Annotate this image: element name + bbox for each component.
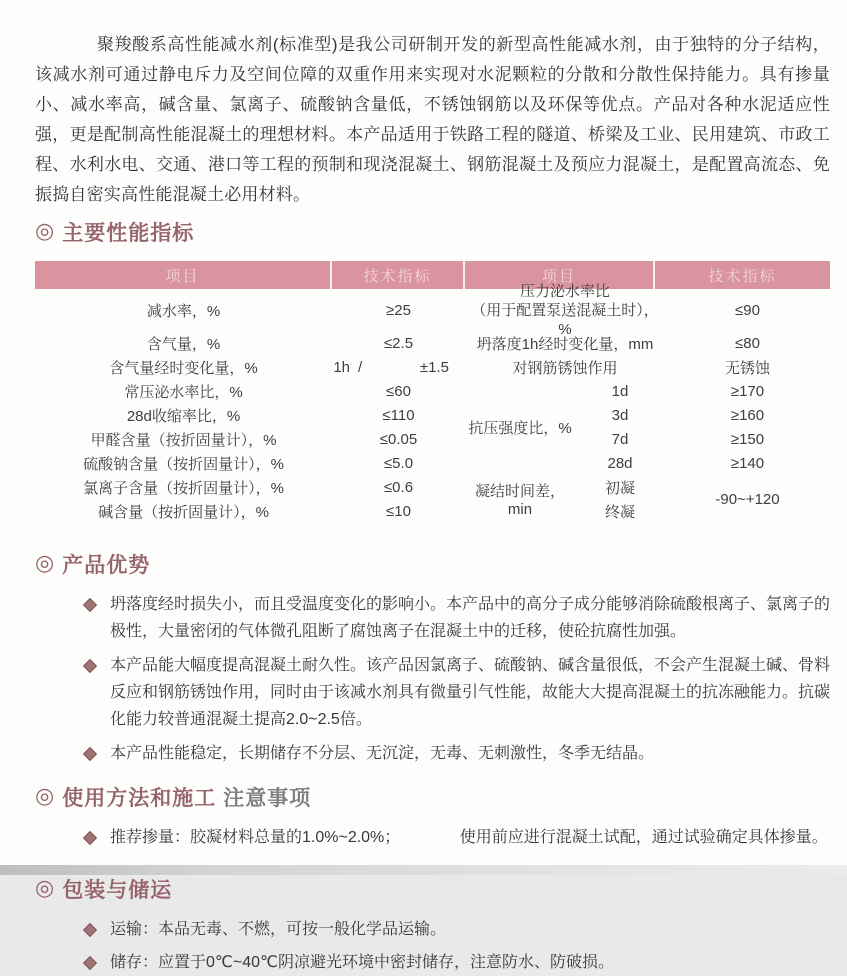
diamond-bullet-icon (83, 747, 97, 761)
table-cell-value: 无锈蚀 (724, 359, 770, 377)
diamond-bullet-icon (83, 923, 97, 937)
table-body (35, 282, 830, 523)
section-marker-icon: ◎ (35, 218, 56, 243)
table-cell-item: 碱含量（按折固量计），% (98, 503, 269, 521)
diamond-bullet-icon (83, 831, 97, 845)
performance-table (35, 261, 830, 523)
table-cell-item: 含气量，% (146, 335, 221, 353)
section-heading-advantages (35, 549, 830, 579)
table-cell-value: ≥170 (730, 382, 765, 400)
section-heading-performance (35, 217, 830, 247)
table-cell-value: ≤10 (386, 502, 411, 520)
list-item-text: 坍落度经时损失小，而且受温度变化的影响小。本产品中的高分子成分能够消除硫酸根离子、氯离子的极性，大量密闭的气体微孔阻断了腐蚀离子在混凝土中的迁移，使砼抗腐性加强。 (110, 596, 831, 640)
list-item-text: 本产品性能稳定，长期储存不分层、无沉淀，无毒、无刺激性，冬季无结晶。 (110, 745, 655, 762)
table-cell-stage: 初凝 (604, 479, 635, 497)
table-cell-value: ≤80 (735, 334, 760, 352)
table-cell-value: ≤90 (735, 301, 760, 319)
table-header-spec-left: 技术指标 (332, 261, 465, 289)
table-cell-value: ≤2.5 (383, 334, 414, 352)
diamond-bullet-icon (83, 659, 97, 673)
table-cell-value: ≤5.0 (383, 454, 414, 472)
list-item-text: 储存：应置于0℃~40℃阴凉避光环境中密封储存，注意防水、防破损。 (110, 954, 614, 971)
table-cell-item: 对钢筋锈蚀作用 (512, 359, 618, 377)
section-title: 产品优势 (62, 554, 151, 577)
table-cell-value: ≤0.6 (383, 478, 414, 496)
table-cell-item: 氯离子含量（按折固量计），% (83, 479, 284, 497)
table-cell-value: ≤0.05 (379, 430, 418, 448)
table-item-label: 含气量经时变化量，% (109, 359, 258, 377)
table-item-line1: 压力泌水率比 (519, 282, 610, 300)
table-group-label-setting: 凝结时间差，min (474, 483, 565, 518)
section-title: 包装与储运 (62, 879, 173, 902)
usage-list (35, 824, 830, 851)
list-item (35, 824, 830, 851)
table-cell-item: 坍落度1h经时变化量，mm (476, 335, 654, 353)
table-header-row (35, 261, 830, 289)
table-cell-item: 28d收缩率比，% (126, 407, 241, 425)
list-item (35, 916, 830, 943)
table-header-item-right: 项目 (465, 261, 655, 289)
table-header-spec-right: 技术指标 (708, 267, 777, 285)
table-item-extra: 1h (333, 358, 350, 376)
section-marker-icon: ◎ (35, 875, 56, 900)
table-cell-value: ≤110 (382, 406, 415, 424)
table-cell-item: 减水率，% (146, 302, 221, 320)
advantages-list (35, 591, 830, 767)
section-marker-icon: ◎ (35, 550, 56, 575)
table-cell-value: -90~+120 (715, 490, 780, 508)
table-cell-value: ≤60 (386, 382, 411, 400)
table-value-number: ±1.5 (419, 358, 449, 376)
usage-dosage-text: 推荐掺量：胶凝材料总量的1.0%~2.0%； (110, 829, 401, 846)
table-cell-value: ≥140 (730, 454, 765, 472)
list-item (35, 740, 830, 767)
table-cell-value (332, 355, 465, 379)
table-cell-age: 1d (611, 382, 629, 400)
table-item-line2: （用于配置泵送混凝土时），% (471, 301, 659, 338)
section-title: 主要性能指标 (62, 222, 195, 245)
table-group-label-strength: 抗压强度比，% (468, 419, 572, 437)
table-cell-value: ≥150 (730, 430, 765, 448)
section-heading-usage (35, 782, 830, 812)
packaging-list (35, 916, 830, 976)
list-item-text: 本产品能大幅度提高混凝土耐久性。该产品因氯离子、硫酸钠、碱含量很低，不会产生混凝土碱、骨料反应和钢筋锈蚀作用，同时由于该减水剂具有微量引气性能，故能大大提高混凝土的抗冻融能力。抗碳化能力较普通混凝土提高2.0~2.5倍。 (110, 657, 831, 728)
page-bottom-scan-edge (0, 865, 847, 875)
list-item (35, 652, 830, 733)
usage-note-text: 使用前应进行混凝土试配，通过试验确定具体掺量。 (459, 829, 828, 846)
section-title-primary: 使用方法和施工 (62, 787, 217, 810)
table-cell-item: 甲醛含量（按折固量计），% (90, 431, 277, 449)
list-item (35, 949, 830, 976)
table-cell-item: 常压泌水率比，% (124, 383, 243, 401)
section-title-secondary: 注意事项 (223, 787, 312, 810)
section-heading-packaging (35, 874, 830, 904)
table-left-half (35, 289, 465, 523)
table-right-half (465, 282, 830, 523)
table-cell-stage: 终凝 (604, 503, 635, 521)
table-cell-age: 28d (607, 454, 633, 472)
list-item (35, 591, 830, 645)
table-header-item-left: 项目 (35, 261, 332, 289)
table-cell-age: 7d (611, 430, 629, 448)
table-cell-age: 3d (611, 406, 629, 424)
table-cell-item: 硫酸钠含量（按折固量计），% (83, 455, 284, 473)
diamond-bullet-icon (83, 598, 97, 612)
intro-paragraph: 聚羧酸系高性能减水剂(标准型)是我公司研制开发的新型高性能减水剂，由于独特的分子结构，该减水剂可通过静电斥力及空间位障的双重作用来实现对水泥颗粒的分散和分散性保持能力。具有掺量小、减水率高，碱含量、氯离子、硫酸钠含量低，不锈蚀钢筋以及环保等优点。产品对各种水泥适应性强，更是配制高性能混凝土的理想材料。本产品适用于铁路工程的隧道、桥梁及工业、民用建筑、市政工程、水利水电、交通、港口等工程的预制和现浇混凝土、钢筋混凝土及预应力混凝土，是配置高流态、免振捣自密实高性能混凝土必用材料。 (35, 35, 830, 204)
table-value-slash: / (358, 358, 363, 376)
table-cell-value: ≥160 (730, 406, 765, 424)
table-cell-item (35, 355, 350, 379)
diamond-bullet-icon (83, 956, 97, 970)
list-item-text: 运输：本品无毒、不燃，可按一般化学品运输。 (110, 921, 447, 938)
table-cell-value: ≥25 (386, 301, 411, 319)
section-marker-icon: ◎ (35, 783, 56, 808)
table-cell-item (465, 282, 665, 338)
